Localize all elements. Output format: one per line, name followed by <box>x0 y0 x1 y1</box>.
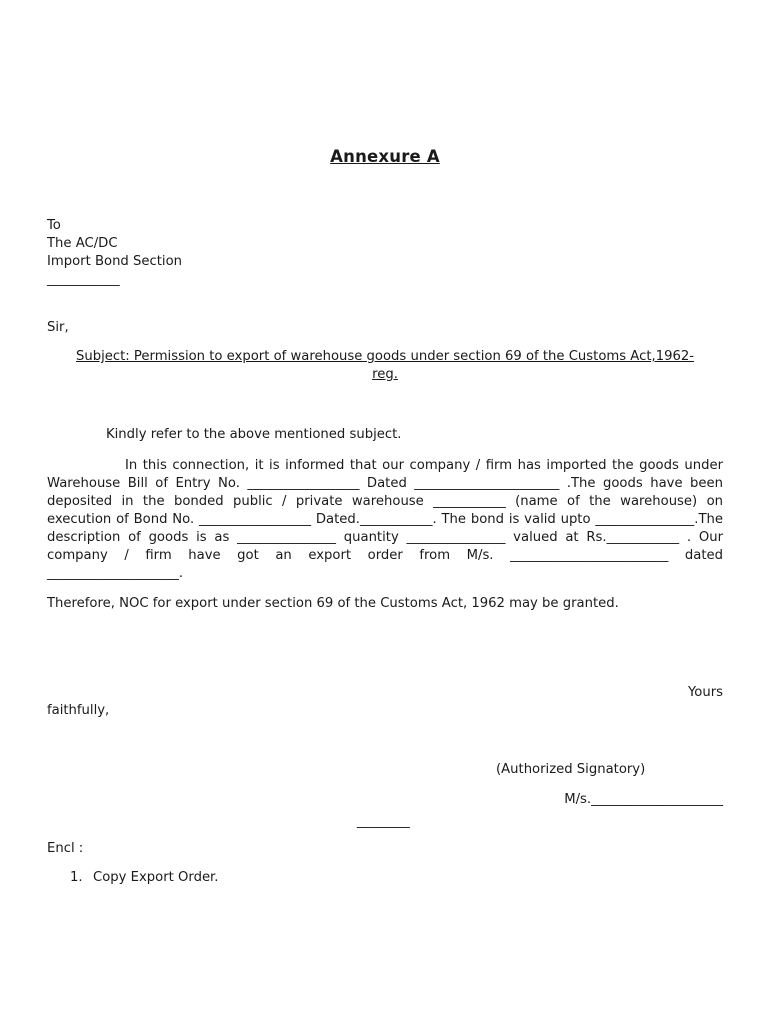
subject-line <box>47 348 723 384</box>
paragraph-request: Therefore, NOC for export under section 69 of the Customs Act, 1962 may be granted. <box>47 596 619 611</box>
enclosure-list-item <box>70 870 218 885</box>
closing-block <box>47 684 723 720</box>
enclosure-text: Copy Export Order. <box>93 870 219 885</box>
address-line-1: The AC/DC <box>47 236 118 251</box>
paragraph-details: In this connection, it is informed that our company / firm has imported the goods under Warehouse Bill of Entry No. _________________ Dated ______________________ .The goods have been deposited in the bonded public / private warehouse ___________ (name of the warehouse) on execution of Bond No. _________________ Dated.___________. The bond is valid upto _______________.The description of goods is as _______________ quantity _______________ valued at Rs.___________ . Our company / firm have got an export order from M/s. ________________________ dated ____________________. <box>47 458 723 581</box>
closing-faithfully: faithfully, <box>47 703 110 718</box>
document-title: Annexure A <box>330 147 440 166</box>
enclosure-number: 1. <box>70 870 83 885</box>
signatory-label: (Authorized Signatory) <box>496 762 646 777</box>
ms-field: M/s.____________________ <box>564 792 723 807</box>
enclosure-label: Encl : <box>47 841 84 856</box>
closing-yours: Yours <box>687 685 723 700</box>
address-line-2: Import Bond Section <box>47 254 182 269</box>
salutation: Sir, <box>47 320 69 335</box>
subject-text-1: Subject: Permission to export of warehouse goods under section 69 of the Customs Act,1962- <box>75 349 695 364</box>
dash-line: ________ <box>357 814 410 829</box>
subject-text-2: reg. <box>372 367 398 382</box>
paragraph-intro: Kindly refer to the above mentioned subject. <box>106 427 402 442</box>
address-to: To <box>47 218 61 233</box>
address-line-3: ___________ <box>47 272 120 287</box>
